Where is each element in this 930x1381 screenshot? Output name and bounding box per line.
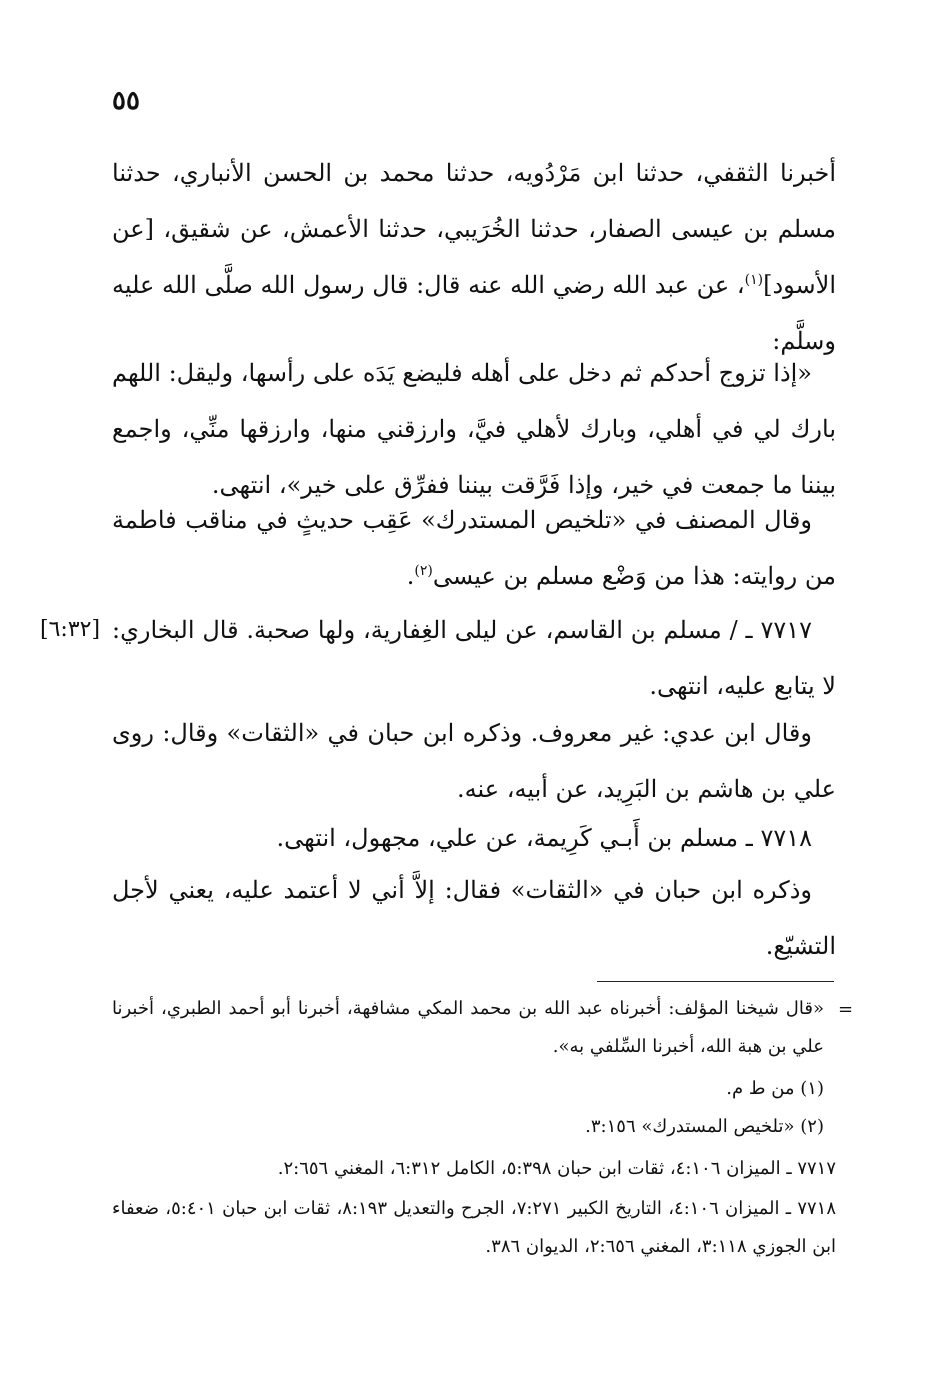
- footnote-separator: [597, 981, 834, 982]
- paragraph-hadith-text: «إذا تزوج أحدكم ثم دخل على أهله فليضع يَدَه على رأسها، وليقل: اللهم بارك لي في أهلي، وبارك لأهلي فيَّ، وارزقني منها، وارزقها منِّي، واجمع بيننا ما جمعت في خير، وإذا فَرَّقت بيننا ففرِّق على خير»، انتهى.: [112, 359, 837, 499]
- paragraph-author-comment: [112, 492, 836, 604]
- footnote-2: (٢) «تلخيص المستدرك» ٣:١٥٦.: [585, 1116, 824, 1137]
- footnote-ref-2: (٢): [414, 563, 433, 579]
- footnote-1: (١) من ط م.: [726, 1078, 824, 1099]
- entry-7718: ٧٧١٨ ـ مسلم بن أَبـي كَرِيمة، عن علي، مجهول، انتهى.: [276, 824, 812, 852]
- margin-volume-page-ref: [٦:٣٢]: [40, 617, 101, 642]
- page-number: ٥٥: [112, 86, 140, 116]
- footnote-7718-sources: ٧٧١٨ ـ الميزان ٤:١٠٦، التاريخ الكبير ٧:٢٧١، الجرح والتعديل ٨:١٩٣، ثقات ابن حبان ٥:٤٠١، ضعفاء ابن الجوزي ٣:١١٨، المغني ٢:٦٥٦، الديوان ٣٨٦.: [112, 1198, 837, 1257]
- paragraph-author-comment-text: وقال المصنف في «تلخيص المستدرك» عَقِب حديثٍ في مناقب فاطمة من روايته: هذا من وَضْع مسلم بن عيسى: [112, 506, 836, 590]
- continuation-mark: =: [838, 999, 854, 1020]
- footnote-7717-sources: ٧٧١٧ ـ الميزان ٤:١٠٦، ثقات ابن حبان ٥:٣٩٨، الكامل ٦:٣١٢، المغني ٢:٦٥٦.: [277, 1158, 836, 1179]
- paragraph-ibn-adi: وقال ابن عدي: غير معروف. وذكره ابن حبان في «الثقات» وقال: روى علي بن هاشم بن البَرِيد، عن أبيه، عنه.: [112, 719, 836, 803]
- paragraph-isnad: [112, 145, 836, 369]
- paragraph-ibn-hibban: وذكره ابن حبان في «الثقات» فقال: إلاَّ أني لا أعتمد عليه، يعني لأجل التشيّع.: [112, 876, 836, 960]
- paragraph-isnad-text-cont: ، عن عبد الله رضي الله عنه قال: قال رسول الله صلَّى الله عليه وسلَّم:: [112, 271, 836, 355]
- footnote-ref-1: (١): [744, 272, 764, 288]
- footnote-continuation: «قال شيخنا المؤلف: أخبرناه عبد الله بن محمد المكي مشافهة، أخبرنا أبو أحمد الطبري، أخبرنا علي بن هبة الله، أخبرنا السِّلفي به».: [112, 998, 824, 1057]
- paragraph-isnad-text: أخبرنا الثقفي، حدثنا ابن مَرْدُويه، حدثنا محمد بن الحسن الأنباري، حدثنا مسلم بن عيسى الصفار، حدثنا الخُرَيبي، حدثنا الأعمش، عن شقيق، [عن الأسود]: [112, 159, 836, 299]
- entry-7717: ٧٧١٧ ـ / مسلم بن القاسم، عن ليلى الغِفارية، ولها صحبة. قال البخاري: لا يتابع عليه، انتهى.: [112, 616, 836, 700]
- paragraph-author-comment-end: .: [406, 562, 415, 590]
